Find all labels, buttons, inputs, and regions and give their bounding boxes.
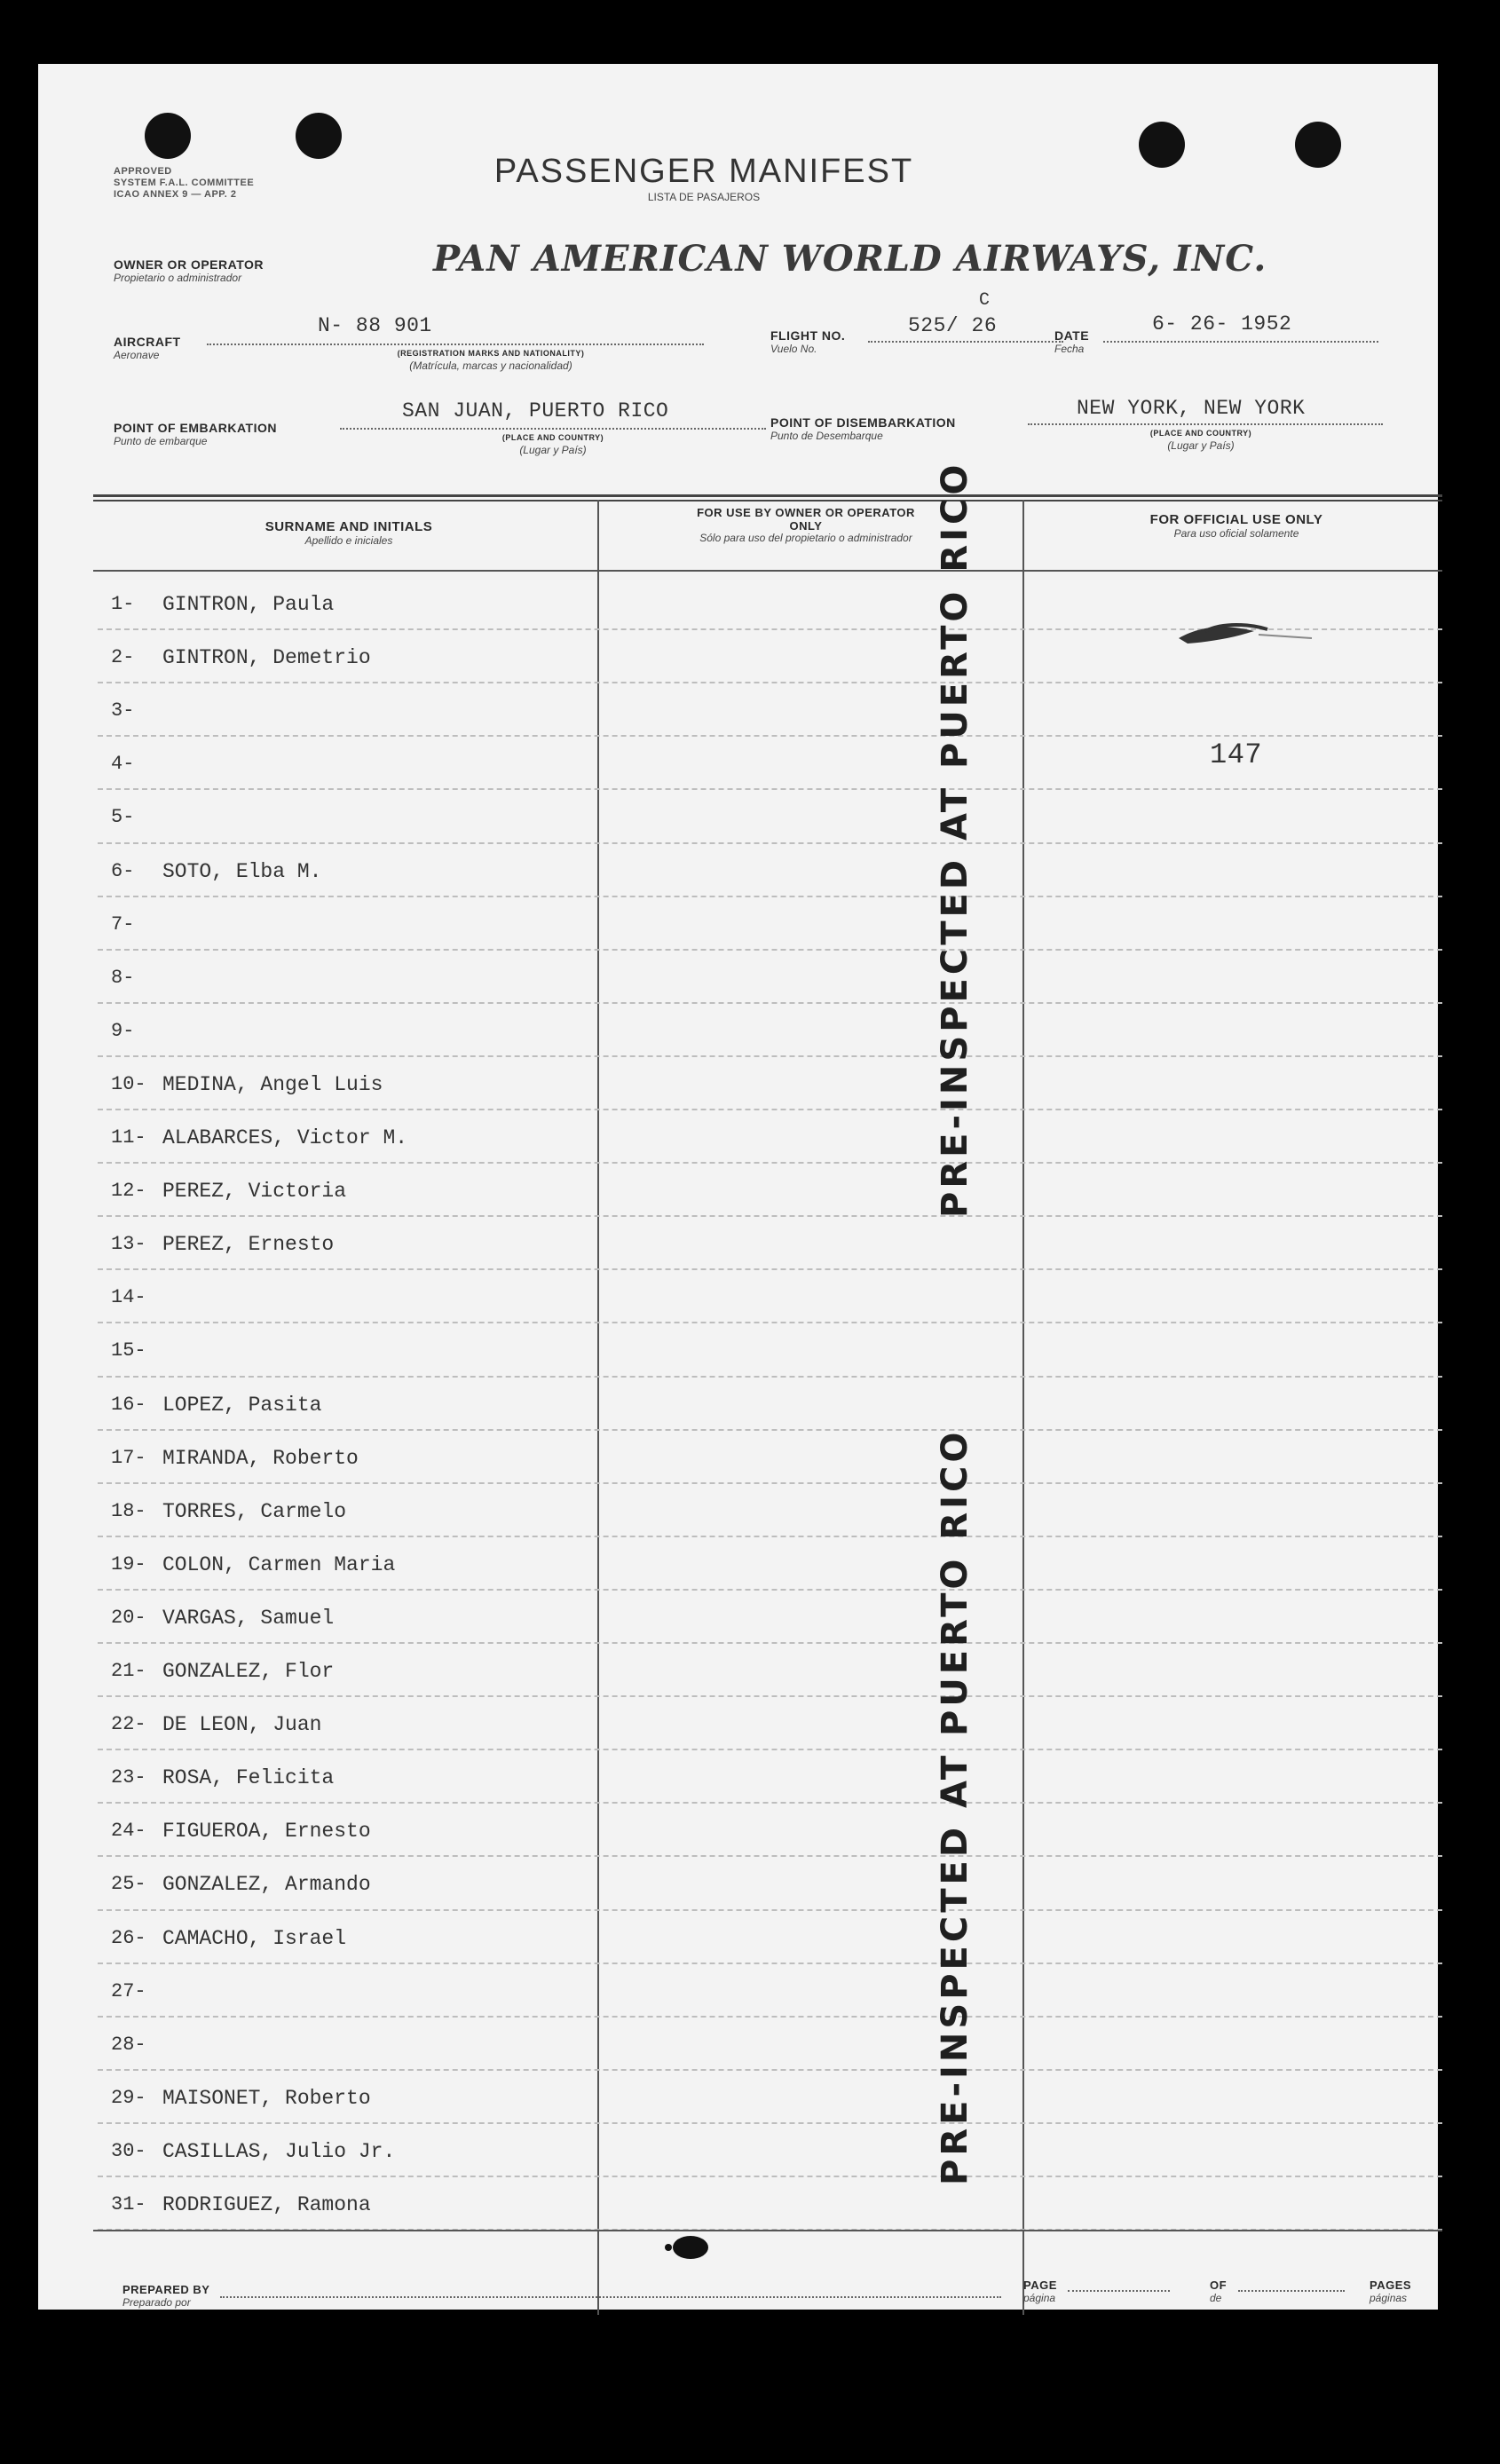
row-divider: [98, 1268, 1442, 1270]
passenger-row-number: 22-: [111, 1713, 146, 1736]
punch-hole: [1295, 122, 1341, 168]
column-header-owner-use-label: FOR USE BY OWNER OR OPERATOR ONLY: [697, 506, 915, 533]
passenger-name: FIGUEROA, Ernesto: [162, 1820, 371, 1844]
aircraft-note: (REGISTRATION MARKS AND NATIONALITY): [397, 349, 585, 358]
pages-label-es: páginas: [1370, 2292, 1408, 2304]
passenger-name: MIRANDA, Roberto: [162, 1446, 359, 1470]
column-header-surname-label: SURNAME AND INITIALS: [264, 519, 433, 534]
passenger-name: RODRIGUEZ, Ramona: [162, 2193, 371, 2216]
passenger-row-number: 19-: [111, 1552, 146, 1576]
column-header-official-use: [1050, 512, 1423, 540]
row-divider: [98, 1162, 1442, 1164]
owner-label: OWNER OR OPERATOR: [114, 257, 264, 272]
column-header-official-use-label: FOR OFFICIAL USE ONLY: [1149, 512, 1323, 527]
passenger-name: MEDINA, Angel Luis: [162, 1072, 383, 1096]
row-divider: [98, 2016, 1442, 2018]
row-divider: [98, 1429, 1442, 1431]
row-divider: [98, 788, 1442, 790]
row-divider: [98, 1589, 1442, 1591]
passenger-name: VARGAS, Samuel: [162, 1606, 335, 1630]
row-divider: [98, 1002, 1442, 1004]
passenger-name: ROSA, Felicita: [162, 1766, 335, 1790]
passenger-name: LOPEZ, Pasita: [162, 1393, 322, 1417]
owner-label-block: [114, 257, 264, 284]
row-divider: [98, 1322, 1442, 1323]
disembark-label: POINT OF DISEMBARKATION: [770, 415, 956, 430]
column-divider: [597, 500, 599, 2315]
row-divider: [98, 2176, 1442, 2177]
column-divider: [1022, 500, 1024, 2315]
of-label-es: de: [1210, 2292, 1222, 2304]
passenger-name: ALABARCES, Victor M.: [162, 1126, 408, 1149]
aircraft-note-es: (Matrícula, marcas y nacionalidad): [409, 359, 572, 372]
page-label-es: página: [1023, 2292, 1056, 2304]
disembark-note: (PLACE AND COUNTRY): [1149, 429, 1252, 438]
row-divider: [98, 1215, 1442, 1217]
passenger-row-number: 10-: [111, 1072, 146, 1095]
row-divider: [98, 1536, 1442, 1537]
column-header-surname: [127, 519, 571, 547]
passenger-name: MAISONET, Roberto: [162, 2086, 371, 2110]
official-initials-mark: [1170, 619, 1321, 654]
aircraft-label: AIRCRAFT: [114, 335, 181, 349]
official-count: 147: [1210, 738, 1263, 771]
flight-label: FLIGHT NO.: [770, 328, 846, 343]
passenger-row-number: 26-: [111, 1926, 146, 1949]
row-divider: [98, 842, 1442, 844]
passenger-name: SOTO, Elba M.: [162, 859, 322, 883]
flight-label-es: Vuelo No.: [770, 343, 817, 355]
passenger-row-number: 9-: [111, 1019, 135, 1042]
passenger-name: CAMACHO, Israel: [162, 1926, 347, 1950]
passenger-name: TORRES, Carmelo: [162, 1499, 347, 1523]
passenger-row-number: 28-: [111, 2033, 146, 2056]
passenger-row-number: 8-: [111, 966, 135, 989]
disembark-note-block: [1103, 428, 1299, 452]
passenger-row-number: 25-: [111, 1873, 146, 1896]
owner-value: PAN AMERICAN WORLD AIRWAYS, INC.: [433, 238, 1267, 280]
passenger-row-number: 13-: [111, 1233, 146, 1256]
embark-label: POINT OF EMBARKATION: [114, 421, 277, 435]
table-header-rule: [93, 570, 1442, 572]
manifest-sheet: [38, 64, 1438, 2310]
column-header-owner-use: [695, 506, 917, 544]
passenger-row-number: 15-: [111, 1339, 146, 1362]
aircraft-label-es: Aeronave: [114, 349, 160, 361]
page-title: PASSENGER MANIFEST: [493, 153, 914, 190]
punch-hole: [296, 113, 342, 159]
punch-hole: [145, 113, 191, 159]
row-divider: [98, 1909, 1442, 1911]
disembark-value: NEW YORK, NEW YORK: [1077, 397, 1306, 420]
row-divider: [98, 1376, 1442, 1378]
passenger-row-number: 17-: [111, 1446, 146, 1469]
passenger-row-number: 14-: [111, 1286, 146, 1309]
passenger-name: COLON, Carmen Maria: [162, 1552, 396, 1576]
passenger-row-number: 1-: [111, 593, 135, 615]
passenger-row-number: 16-: [111, 1393, 146, 1416]
punch-hole: [1139, 122, 1185, 168]
passenger-row-number: 3-: [111, 699, 135, 723]
table-bottom-rule: [93, 2230, 1442, 2231]
passenger-name: GINTRON, Demetrio: [162, 646, 371, 670]
aircraft-label-block: [114, 335, 181, 361]
flight-label-block: [770, 328, 845, 355]
passenger-name: DE LEON, Juan: [162, 1713, 322, 1737]
table-top-rule: [93, 494, 1442, 497]
footer-pages: [1370, 2278, 1411, 2304]
passenger-name: GONZALEZ, Flor: [162, 1660, 335, 1683]
date-label-es: Fecha: [1054, 343, 1085, 355]
date-value: 6- 26- 1952: [1152, 312, 1292, 336]
passenger-row-number: 31-: [111, 2193, 146, 2215]
disembark-label-es: Punto de Desembarque: [770, 430, 883, 442]
passenger-row-number: 5-: [111, 806, 135, 829]
date-label: DATE: [1054, 328, 1090, 343]
aircraft-note-block: [322, 348, 659, 372]
row-divider: [98, 2069, 1442, 2071]
embark-value: SAN JUAN, PUERTO RICO: [402, 399, 669, 423]
passenger-row-number: 7-: [111, 912, 135, 936]
approval-line: SYSTEM F.A.L. COMMITTEE: [114, 178, 255, 188]
passenger-name: CASILLAS, Julio Jr.: [162, 2139, 396, 2163]
passenger-row-number: 24-: [111, 1820, 146, 1843]
pre-inspected-stamp: PRE-INSPECTED AT PUERTO RICO: [935, 461, 975, 1218]
passenger-row-number: 29-: [111, 2086, 146, 2109]
column-header-surname-es: Apellido e iniciales: [304, 534, 393, 547]
row-divider: [98, 949, 1442, 951]
embark-note: (PLACE AND COUNTRY): [501, 433, 604, 442]
row-divider: [98, 2122, 1442, 2124]
prepared-label-es: Preparado por: [122, 2296, 191, 2309]
ink-blot-mark: [659, 2230, 722, 2265]
row-divider: [98, 1482, 1442, 1484]
passenger-name: PEREZ, Victoria: [162, 1180, 347, 1204]
passenger-name: PEREZ, Ernesto: [162, 1233, 335, 1257]
disembark-note-es: (Lugar y País): [1167, 439, 1235, 452]
page-title-es: LISTA DE PASAJEROS: [647, 191, 761, 203]
passenger-row-number: 27-: [111, 1979, 146, 2002]
row-divider: [98, 896, 1442, 897]
page-label: PAGE: [1023, 2278, 1057, 2292]
flight-value: 525/ 26: [908, 314, 998, 337]
footer-page: [1023, 2278, 1057, 2304]
passenger-row-number: 21-: [111, 1660, 146, 1682]
column-header-owner-use-es: Sólo para uso del propietario o administrador: [699, 532, 912, 544]
row-divider: [98, 1109, 1442, 1110]
row-divider: [98, 1749, 1442, 1750]
passenger-row-number: 4-: [111, 753, 135, 776]
pages-label: PAGES: [1370, 2278, 1412, 2292]
row-divider: [98, 1802, 1442, 1804]
owner-label-es: Propietario o administrador: [114, 272, 242, 284]
passenger-name: GINTRON, Paula: [162, 593, 335, 616]
embark-note-block: [455, 432, 651, 456]
row-divider: [98, 1642, 1442, 1644]
approval-line: APPROVED: [114, 166, 172, 177]
row-divider: [98, 1695, 1442, 1697]
column-header-official-use-es: Para uso oficial solamente: [1173, 527, 1299, 540]
footer-of: [1210, 2278, 1227, 2304]
page-title-block: [482, 153, 926, 203]
row-divider: [98, 682, 1442, 683]
footer-prepared: [122, 2283, 209, 2309]
row-divider: [98, 735, 1442, 737]
passenger-row-number: 12-: [111, 1180, 146, 1203]
aircraft-value: N- 88 901: [318, 314, 432, 337]
disembark-label-block: [770, 415, 956, 442]
prepared-label: PREPARED BY: [122, 2283, 210, 2296]
approval-line: ICAO ANNEX 9 — APP. 2: [114, 189, 237, 200]
embark-note-es: (Lugar y País): [519, 444, 587, 456]
passenger-row-number: 20-: [111, 1606, 146, 1629]
embark-label-block: [114, 421, 277, 447]
passenger-row-number: 11-: [111, 1126, 146, 1149]
passenger-row-number: 18-: [111, 1499, 146, 1522]
passenger-row-number: 2-: [111, 646, 135, 669]
row-divider: [98, 1855, 1442, 1857]
passenger-name: GONZALEZ, Armando: [162, 1873, 371, 1897]
date-label-block: [1054, 328, 1089, 355]
passenger-row-number: 6-: [111, 859, 135, 882]
flight-suffix: C: [979, 290, 991, 311]
pre-inspected-stamp: PRE-INSPECTED AT PUERTO RICO: [935, 1428, 975, 2185]
embark-label-es: Punto de embarque: [114, 435, 208, 447]
passenger-row-number: 30-: [111, 2139, 146, 2162]
table-top-rule: [93, 500, 1442, 501]
row-divider: [98, 1055, 1442, 1057]
passenger-row-number: 23-: [111, 1766, 146, 1789]
row-divider: [98, 1963, 1442, 1964]
of-label: OF: [1210, 2278, 1228, 2292]
approval-block: [114, 166, 254, 201]
